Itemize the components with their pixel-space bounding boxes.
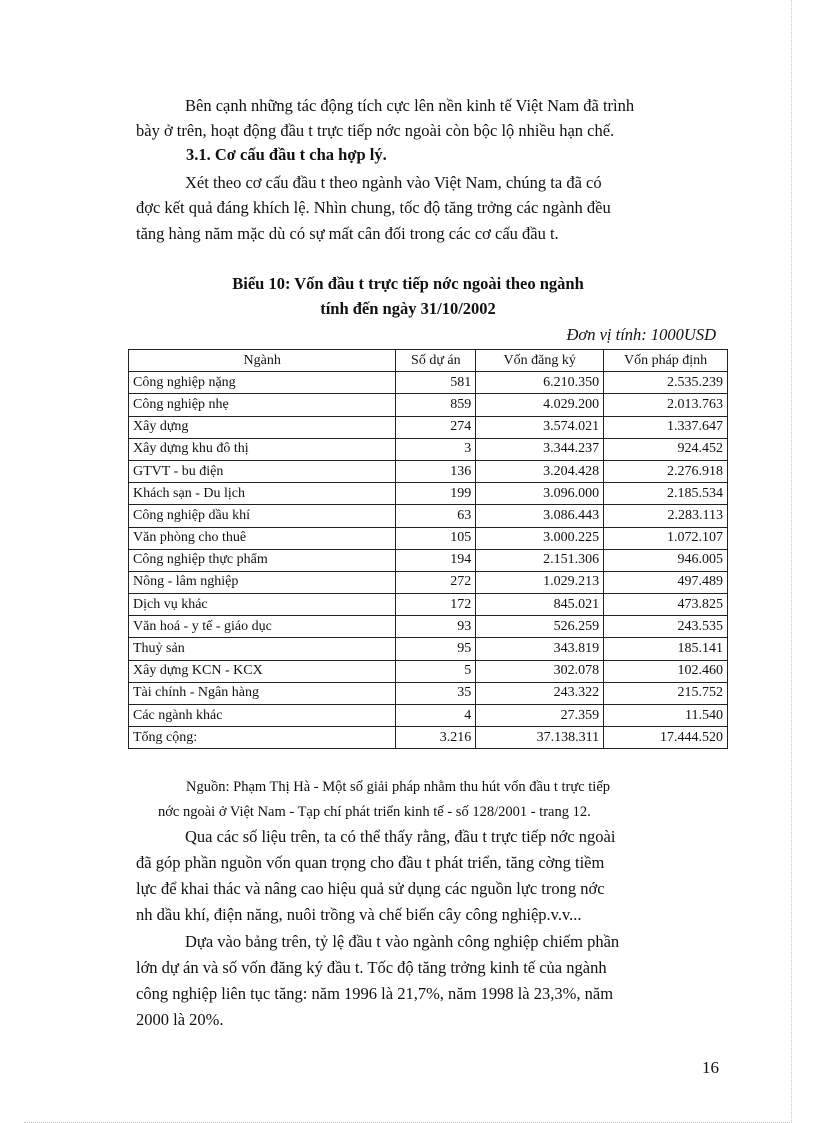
registered-capital-cell: 845.021 <box>476 594 604 616</box>
registered-capital-cell: 3.000.225 <box>476 527 604 549</box>
table-row <box>129 394 728 416</box>
registered-capital-cell: 243.322 <box>476 682 604 704</box>
table-row <box>129 460 728 482</box>
legal-capital-cell: 1.072.107 <box>604 527 728 549</box>
industry-cell: GTVT - bu điện <box>129 460 396 482</box>
legal-capital-cell: 102.460 <box>604 660 728 682</box>
registered-capital-cell: 27.359 <box>476 705 604 727</box>
registered-capital-cell: 1.029.213 <box>476 571 604 593</box>
table-row <box>129 505 728 527</box>
legal-capital-cell: 497.489 <box>604 571 728 593</box>
para2-line-3: lực để khai thác và nâng cao hiệu quả sử dụng các nguồn lực trong nớc <box>136 879 605 898</box>
legal-capital-cell: 1.337.647 <box>604 416 728 438</box>
page-number: 16 <box>702 1058 719 1077</box>
header-legal-capital: Vốn pháp định <box>604 350 728 372</box>
legal-capital-cell: 946.005 <box>604 549 728 571</box>
project-count-cell: 95 <box>396 638 476 660</box>
registered-capital-cell: 6.210.350 <box>476 372 604 394</box>
industry-cell: Dịch vụ khác <box>129 594 396 616</box>
table-row <box>129 438 728 460</box>
table-row <box>129 483 728 505</box>
industry-cell: Công nghiệp nhẹ <box>129 394 396 416</box>
legal-capital-cell: 2.535.239 <box>604 372 728 394</box>
industry-cell: Khách sạn - Du lịch <box>129 483 396 505</box>
legal-capital-cell: 215.752 <box>604 682 728 704</box>
table-row <box>129 372 728 394</box>
para2-line-1: Qua các số liệu trên, ta có thể thấy rằng, đầu t trực tiếp nớc ngoài <box>185 827 616 846</box>
investment-table <box>128 349 728 749</box>
project-count-cell: 3.216 <box>396 727 476 749</box>
header-project-count: Số dự án <box>396 350 476 372</box>
industry-cell: Văn phòng cho thuê <box>129 527 396 549</box>
legal-capital-cell: 924.452 <box>604 438 728 460</box>
para3-line-4: 2000 là 20%. <box>136 1010 224 1029</box>
table-row <box>129 416 728 438</box>
unit-label: Đơn vị tính: 1000USD <box>566 325 716 344</box>
project-count-cell: 272 <box>396 571 476 593</box>
table-row <box>129 638 728 660</box>
para3-line-1: Dựa vào bảng trên, tỷ lệ đầu t vào ngành công nghiệp chiếm phần <box>185 932 620 951</box>
registered-capital-cell: 302.078 <box>476 660 604 682</box>
project-count-cell: 93 <box>396 616 476 638</box>
legal-capital-cell: 2.283.113 <box>604 505 728 527</box>
table-row <box>129 594 728 616</box>
industry-cell: Tài chính - Ngân hàng <box>129 682 396 704</box>
table-row <box>129 549 728 571</box>
registered-capital-cell: 3.096.000 <box>476 483 604 505</box>
legal-capital-cell: 2.276.918 <box>604 460 728 482</box>
registered-capital-cell: 2.151.306 <box>476 549 604 571</box>
industry-cell: Tổng cộng: <box>129 727 396 749</box>
project-count-cell: 63 <box>396 505 476 527</box>
table-title: Biểu 10: Vốn đầu t trực tiếp nớc ngoài theo ngành <box>232 274 584 293</box>
legal-capital-cell: 185.141 <box>604 638 728 660</box>
registered-capital-cell: 3.086.443 <box>476 505 604 527</box>
section-para-line-2: đợc kết quả đáng khích lệ. Nhìn chung, tốc độ tăng trởng các ngành đều <box>136 198 611 217</box>
project-count-cell: 105 <box>396 527 476 549</box>
project-count-cell: 859 <box>396 394 476 416</box>
industry-cell: Nông - lâm nghiệp <box>129 571 396 593</box>
project-count-cell: 3 <box>396 438 476 460</box>
table-row <box>129 571 728 593</box>
project-count-cell: 581 <box>396 372 476 394</box>
registered-capital-cell: 526.259 <box>476 616 604 638</box>
table-subtitle: tính đến ngày 31/10/2002 <box>320 299 496 318</box>
legal-capital-cell: 17.444.520 <box>604 727 728 749</box>
para3-line-2: lớn dự án và số vốn đăng ký đầu t. Tốc độ tăng trởng kinh tế của ngành <box>136 958 607 977</box>
source-line-1: Nguồn: Phạm Thị Hà - Một số giải pháp nhằm thu hút vốn đầu t trực tiếp <box>186 779 611 795</box>
industry-cell: Xây dựng <box>129 416 396 438</box>
legal-capital-cell: 473.825 <box>604 594 728 616</box>
header-industry: Ngành <box>129 350 396 372</box>
project-count-cell: 199 <box>396 483 476 505</box>
project-count-cell: 194 <box>396 549 476 571</box>
industry-cell: Các ngành khác <box>129 705 396 727</box>
table-header-row <box>129 350 728 372</box>
section-para-line-1: Xét theo cơ cấu đầu t theo ngành vào Việt Nam, chúng ta đã có <box>185 173 602 192</box>
section-heading: 3.1. Cơ cấu đầu t cha hợp lý. <box>186 145 387 164</box>
industry-cell: Thuỷ sản <box>129 638 396 660</box>
section-para-line-3: tăng hàng năm mặc dù có sự mất cân đối trong các cơ cấu đầu t. <box>136 224 559 243</box>
industry-cell: Xây dựng KCN - KCX <box>129 660 396 682</box>
industry-cell: Xây dựng khu đô thị <box>129 438 396 460</box>
table-total-row <box>129 727 728 749</box>
page-right-border <box>791 0 792 1123</box>
industry-cell: Văn hoá - y tế - giáo dục <box>129 616 396 638</box>
legal-capital-cell: 243.535 <box>604 616 728 638</box>
project-count-cell: 274 <box>396 416 476 438</box>
intro-line-2: bày ở trên, hoạt động đầu t trực tiếp nớc ngoài còn bộc lộ nhiều hạn chế. <box>136 121 615 140</box>
table-row <box>129 682 728 704</box>
registered-capital-cell: 4.029.200 <box>476 394 604 416</box>
para2-line-4: nh dầu khí, điện năng, nuôi trồng và chế biến cây công nghiệp.v.v... <box>136 905 582 924</box>
table-row <box>129 527 728 549</box>
project-count-cell: 136 <box>396 460 476 482</box>
para2-line-2: đã góp phần nguồn vốn quan trọng cho đầu t phát triển, tăng cờng tiềm <box>136 853 605 872</box>
industry-cell: Công nghiệp thực phẩm <box>129 549 396 571</box>
project-count-cell: 172 <box>396 594 476 616</box>
legal-capital-cell: 2.185.534 <box>604 483 728 505</box>
legal-capital-cell: 11.540 <box>604 705 728 727</box>
project-count-cell: 4 <box>396 705 476 727</box>
project-count-cell: 35 <box>396 682 476 704</box>
table-row <box>129 616 728 638</box>
registered-capital-cell: 3.204.428 <box>476 460 604 482</box>
para3-line-3: công nghiệp liên tục tăng: năm 1996 là 21,7%, năm 1998 là 23,3%, năm <box>136 984 614 1003</box>
table-row <box>129 660 728 682</box>
registered-capital-cell: 37.138.311 <box>476 727 604 749</box>
legal-capital-cell: 2.013.763 <box>604 394 728 416</box>
project-count-cell: 5 <box>396 660 476 682</box>
source-line-2: nớc ngoài ở Việt Nam - Tạp chí phát triển kinh tế - số 128/2001 - trang 12. <box>158 804 591 820</box>
registered-capital-cell: 3.344.237 <box>476 438 604 460</box>
table-row <box>129 705 728 727</box>
registered-capital-cell: 343.819 <box>476 638 604 660</box>
intro-line-1: Bên cạnh những tác động tích cực lên nền kinh tế Việt Nam đã trình <box>185 96 635 115</box>
header-registered-capital: Vốn đăng ký <box>476 350 604 372</box>
industry-cell: Công nghiệp nặng <box>129 372 396 394</box>
registered-capital-cell: 3.574.021 <box>476 416 604 438</box>
industry-cell: Công nghiệp dầu khí <box>129 505 396 527</box>
